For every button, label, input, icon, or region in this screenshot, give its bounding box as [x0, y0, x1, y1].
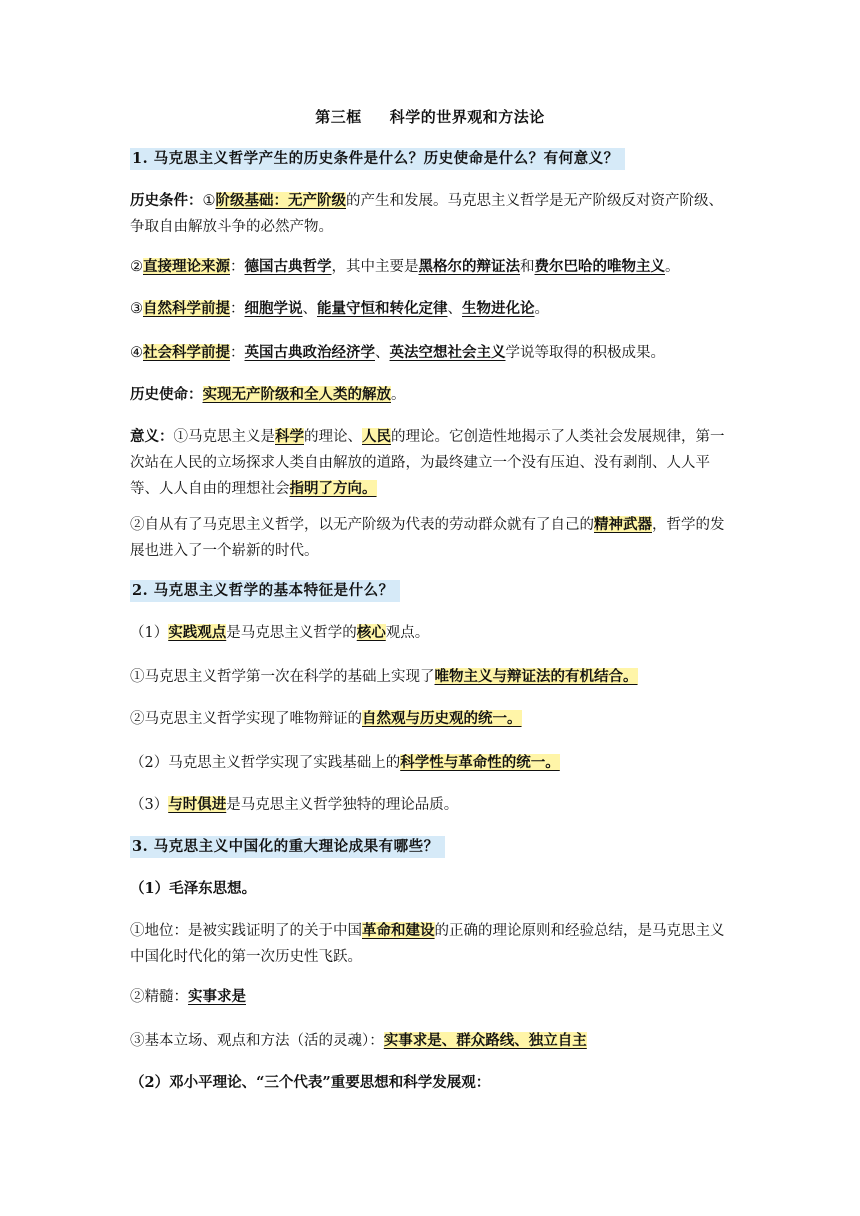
- feature-3-pre: （3）: [130, 797, 169, 813]
- mao-soul: [130, 1028, 730, 1054]
- significance-2-highlight: 精神武器: [594, 516, 652, 533]
- feature-1a: [130, 664, 730, 690]
- mao-soul-highlight: 实事求是、群众路线、独立自主: [383, 1032, 587, 1049]
- mission-highlight: 实现无产阶级和全人类的解放: [202, 386, 391, 403]
- feature-2: [130, 750, 730, 776]
- condition-4-num: ④: [130, 345, 143, 361]
- condition-3-b: 能量守恒和转化定律: [317, 300, 448, 317]
- condition-4-highlight: 社会科学前提: [143, 344, 230, 361]
- condition-3-paragraph: [130, 296, 730, 322]
- condition-4-c1: 、: [375, 345, 390, 361]
- significance-label: 意义：: [130, 428, 174, 445]
- significance-1-highlight: 指明了方向。: [289, 480, 377, 497]
- condition-3-c1: 、: [302, 301, 317, 317]
- page-title: [130, 106, 730, 127]
- mao-status-highlight: 革命和建设: [362, 922, 435, 939]
- feature-3-highlight: 与时俱进: [168, 796, 227, 813]
- feature-3-end: 是马克思主义哲学独特的理论品质。: [226, 797, 459, 813]
- question-2: [130, 578, 730, 604]
- significance-1-a: 科学: [275, 428, 304, 445]
- mission-label: 历史使命：: [130, 386, 203, 403]
- condition-2-and: 和: [520, 259, 535, 275]
- feature-1-highlight-2: 核心: [356, 624, 386, 641]
- feature-2-pre: （2）马克思主义哲学实现了实践基础上的: [130, 755, 401, 771]
- condition-2-mid: ，其中主要是: [331, 259, 419, 275]
- condition-4-paragraph: [130, 340, 730, 366]
- condition-1-rest: 的产生和发展。马克思主义哲学是无产阶级反对资产阶级、争取自由解放斗争的必然产物。: [130, 193, 723, 235]
- significance-2-rest: ，哲学的发展也进入了一个崭新的时代。: [130, 517, 725, 559]
- condition-3-sep: ：: [230, 301, 245, 317]
- condition-3-a: 细胞学说: [244, 300, 303, 317]
- mao-status-rest: 的正确的理论原则和经验总结，是马克思主义中国化时代化的第一次历史性飞跃。: [130, 923, 725, 965]
- feature-1a-highlight: 唯物主义与辩证法的有机结合。: [434, 668, 638, 685]
- mission-paragraph: [130, 382, 730, 408]
- feature-1-highlight: 实践观点: [168, 624, 227, 641]
- feature-1-end: 观点。: [385, 625, 430, 641]
- question-3: [130, 834, 730, 860]
- feature-1b-pre: ②马克思主义哲学实现了唯物辩证的: [130, 711, 362, 727]
- feature-1b-highlight: 自然观与历史观的统一。: [362, 710, 522, 727]
- significance-2-paragraph: [130, 512, 730, 564]
- significance-1-rest: 的理论。它创造性地揭示了人类社会发展规律，第一次站在人民的立场探求人类自由解放的道路，为最终建立一个没有压迫、没有剥削、人人平等、人人自由的理想社会: [130, 429, 725, 497]
- deng-heading: （2）邓小平理论、“三个代表”重要思想和科学发展观：: [130, 1074, 491, 1091]
- mao-status-pre: ①地位：是被实践证明了的关于中国: [130, 923, 362, 939]
- condition-3-highlight: 自然科学前提: [143, 300, 230, 317]
- condition-2-c: 费尔巴哈的唯物主义: [534, 258, 665, 275]
- condition-3-c: 生物进化论: [462, 300, 535, 317]
- mao-status: [130, 918, 730, 970]
- question-2-text: 2. 马克思主义哲学的基本特征是什么？: [130, 580, 400, 602]
- condition-label: 历史条件：: [130, 192, 203, 209]
- title-part2: 科学的世界观和方法论: [389, 108, 545, 126]
- question-3-text: 3. 马克思主义中国化的重大理论成果有哪些？: [130, 836, 445, 858]
- significance-1-paragraph: [130, 424, 730, 502]
- condition-1-paragraph: [130, 188, 730, 240]
- condition-1-num: ①: [202, 193, 216, 209]
- significance-2-pre: ②自从有了马克思主义哲学，以无产阶级为代表的劳动群众就有了自己的: [130, 517, 594, 533]
- condition-3-c2: 、: [447, 301, 462, 317]
- condition-2-b: 黑格尔的辩证法: [418, 258, 520, 275]
- condition-4-b: 英法空想社会主义: [389, 344, 506, 361]
- condition-2-highlight: 直接理论来源: [143, 258, 230, 275]
- feature-1-pre: （1）: [130, 625, 169, 641]
- mao-essence-pre: ②精髓：: [130, 989, 188, 1005]
- condition-4-end: 学说等取得的积极成果。: [505, 345, 665, 361]
- feature-1a-pre: ①马克思主义哲学第一次在科学的基础上实现了: [130, 669, 435, 685]
- feature-2-highlight: 科学性与革命性的统一。: [400, 754, 560, 771]
- condition-4-a: 英国古典政治经济学: [244, 344, 375, 361]
- condition-2-paragraph: [130, 254, 730, 280]
- feature-3: [130, 792, 730, 818]
- condition-2-sep: ：: [230, 259, 245, 275]
- feature-1: [130, 620, 730, 646]
- feature-1-mid: 是马克思主义哲学的: [226, 625, 357, 641]
- condition-3-end: 。: [534, 301, 549, 317]
- condition-4-sep: ：: [230, 345, 245, 361]
- mao-essence-value: 实事求是: [188, 988, 246, 1005]
- condition-3-num: ③: [130, 301, 143, 317]
- mao-soul-pre: ③基本立场、观点和方法（活的灵魂）：: [130, 1033, 384, 1049]
- significance-1-b: 人民: [362, 428, 391, 445]
- feature-1b: [130, 706, 730, 732]
- mission-end: 。: [391, 387, 406, 403]
- mao-essence: [130, 984, 730, 1010]
- question-1-text: 1. 马克思主义哲学产生的历史条件是什么？历史使命是什么？有何意义？: [130, 148, 625, 170]
- condition-1-highlight: 阶级基础：无产阶级: [215, 192, 346, 209]
- mao-heading: （1）毛泽东思想。: [130, 880, 257, 897]
- title-part1: 第三框: [315, 108, 362, 126]
- condition-2-num: ②: [130, 259, 143, 275]
- condition-2-a: 德国古典哲学: [244, 258, 332, 275]
- condition-2-end: 。: [665, 259, 680, 275]
- question-1: [130, 146, 730, 172]
- significance-1-mid: 的理论、: [304, 429, 362, 445]
- significance-1-pre: ①马克思主义是: [173, 429, 275, 445]
